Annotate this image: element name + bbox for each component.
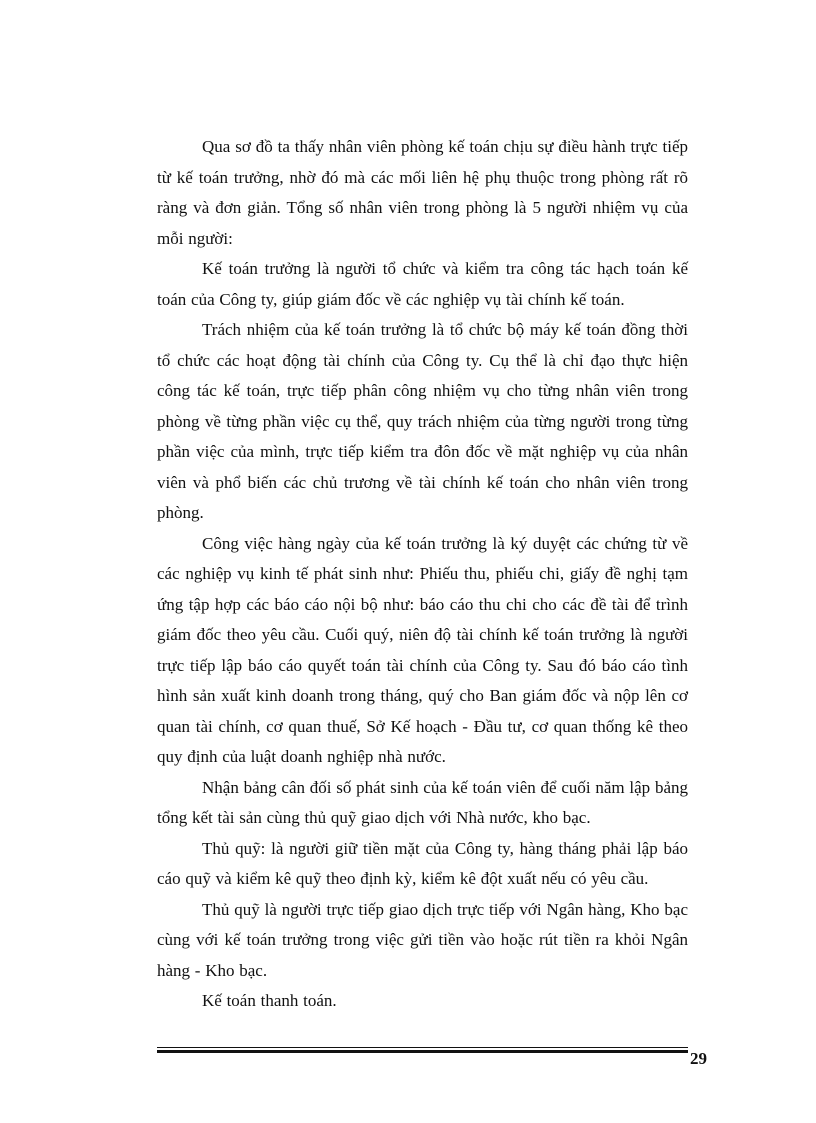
paragraph-chief-accountant-responsibility: Trách nhiệm của kế toán trưởng là tổ chức bộ máy kế toán đồng thời tổ chức các hoạt động tài chính của Công ty. Cụ thể là chỉ đạo thực hiện công tác kế toán, trực tiếp phân công nhiệm vụ cho từng nhân viên trong phòng về từng phần việc cụ thể, quy trách nhiệm của từng người trong từng phần việc của mình, trực tiếp kiểm tra đôn đốc về mặt nghiệp vụ của nhân viên và phổ biến các chủ trương về tài chính kế toán cho nhân viên trong phòng. [157,320,688,522]
page-number: 29 [690,1049,707,1068]
body-text [157,132,688,1017]
paragraph-treasurer-transactions: Thủ quỹ là người trực tiếp giao dịch trực tiếp với Ngân hàng, Kho bạc cùng với kế toán trưởng trong việc gửi tiền vào hoặc rút tiền ra khỏi Ngân hàng - Kho bạc. [157,899,688,980]
paragraph-treasurer-role: Thủ quỹ: là người giữ tiền mặt của Công ty, hàng tháng phải lập báo cáo quỹ và kiểm kê quỹ theo định kỳ, kiểm kê đột xuất nếu có yêu cầu. [157,838,688,888]
footer-divider-thick [157,1050,688,1053]
paragraph-payment-accountant: Kế toán thanh toán. [202,991,337,1010]
paragraph-balance-sheet: Nhận bảng cân đối số phát sinh của kế toán viên để cuối năm lập bảng tổng kết tài sản cùng thủ quỹ giao dịch với Nhà nước, kho bạc. [157,777,688,827]
paragraph-chief-accountant-daily-work: Công việc hàng ngày của kế toán trưởng là ký duyệt các chứng từ về các nghiệp vụ kinh tế phát sinh như: Phiếu thu, phiếu chi, giấy đề nghị tạm ứng tập hợp các báo cáo nội bộ như: báo cáo thu chi cho các đề tài để trình giám đốc theo yêu cầu. Cuối quý, niên độ tài chính kế toán trưởng là người trực tiếp lập báo cáo quyết toán tài chính của Công ty. Sau đó báo cáo tình hình sản xuất kinh doanh trong tháng, quý cho Ban giám đốc và nộp lên cơ quan tài chính, cơ quan thuế, Sở Kế hoạch - Đầu tư, cơ quan thống kê theo quy định của luật doanh nghiệp nhà nước. [157,533,688,766]
footer-divider-thin [157,1047,688,1048]
paragraph-chief-accountant-role: Kế toán trưởng là người tổ chức và kiểm tra công tác hạch toán kế toán của Công ty, giúp giám đốc về các nghiệp vụ tài chính kế toán. [157,259,688,309]
paragraph-overview: Qua sơ đồ ta thấy nhân viên phòng kế toán chịu sự điều hành trực tiếp từ kế toán trưởng, nhờ đó mà các mối liên hệ phụ thuộc trong phòng rất rõ ràng và đơn giản. Tổng số nhân viên trong phòng là 5 người nhiệm vụ của mỗi người: [157,137,688,248]
